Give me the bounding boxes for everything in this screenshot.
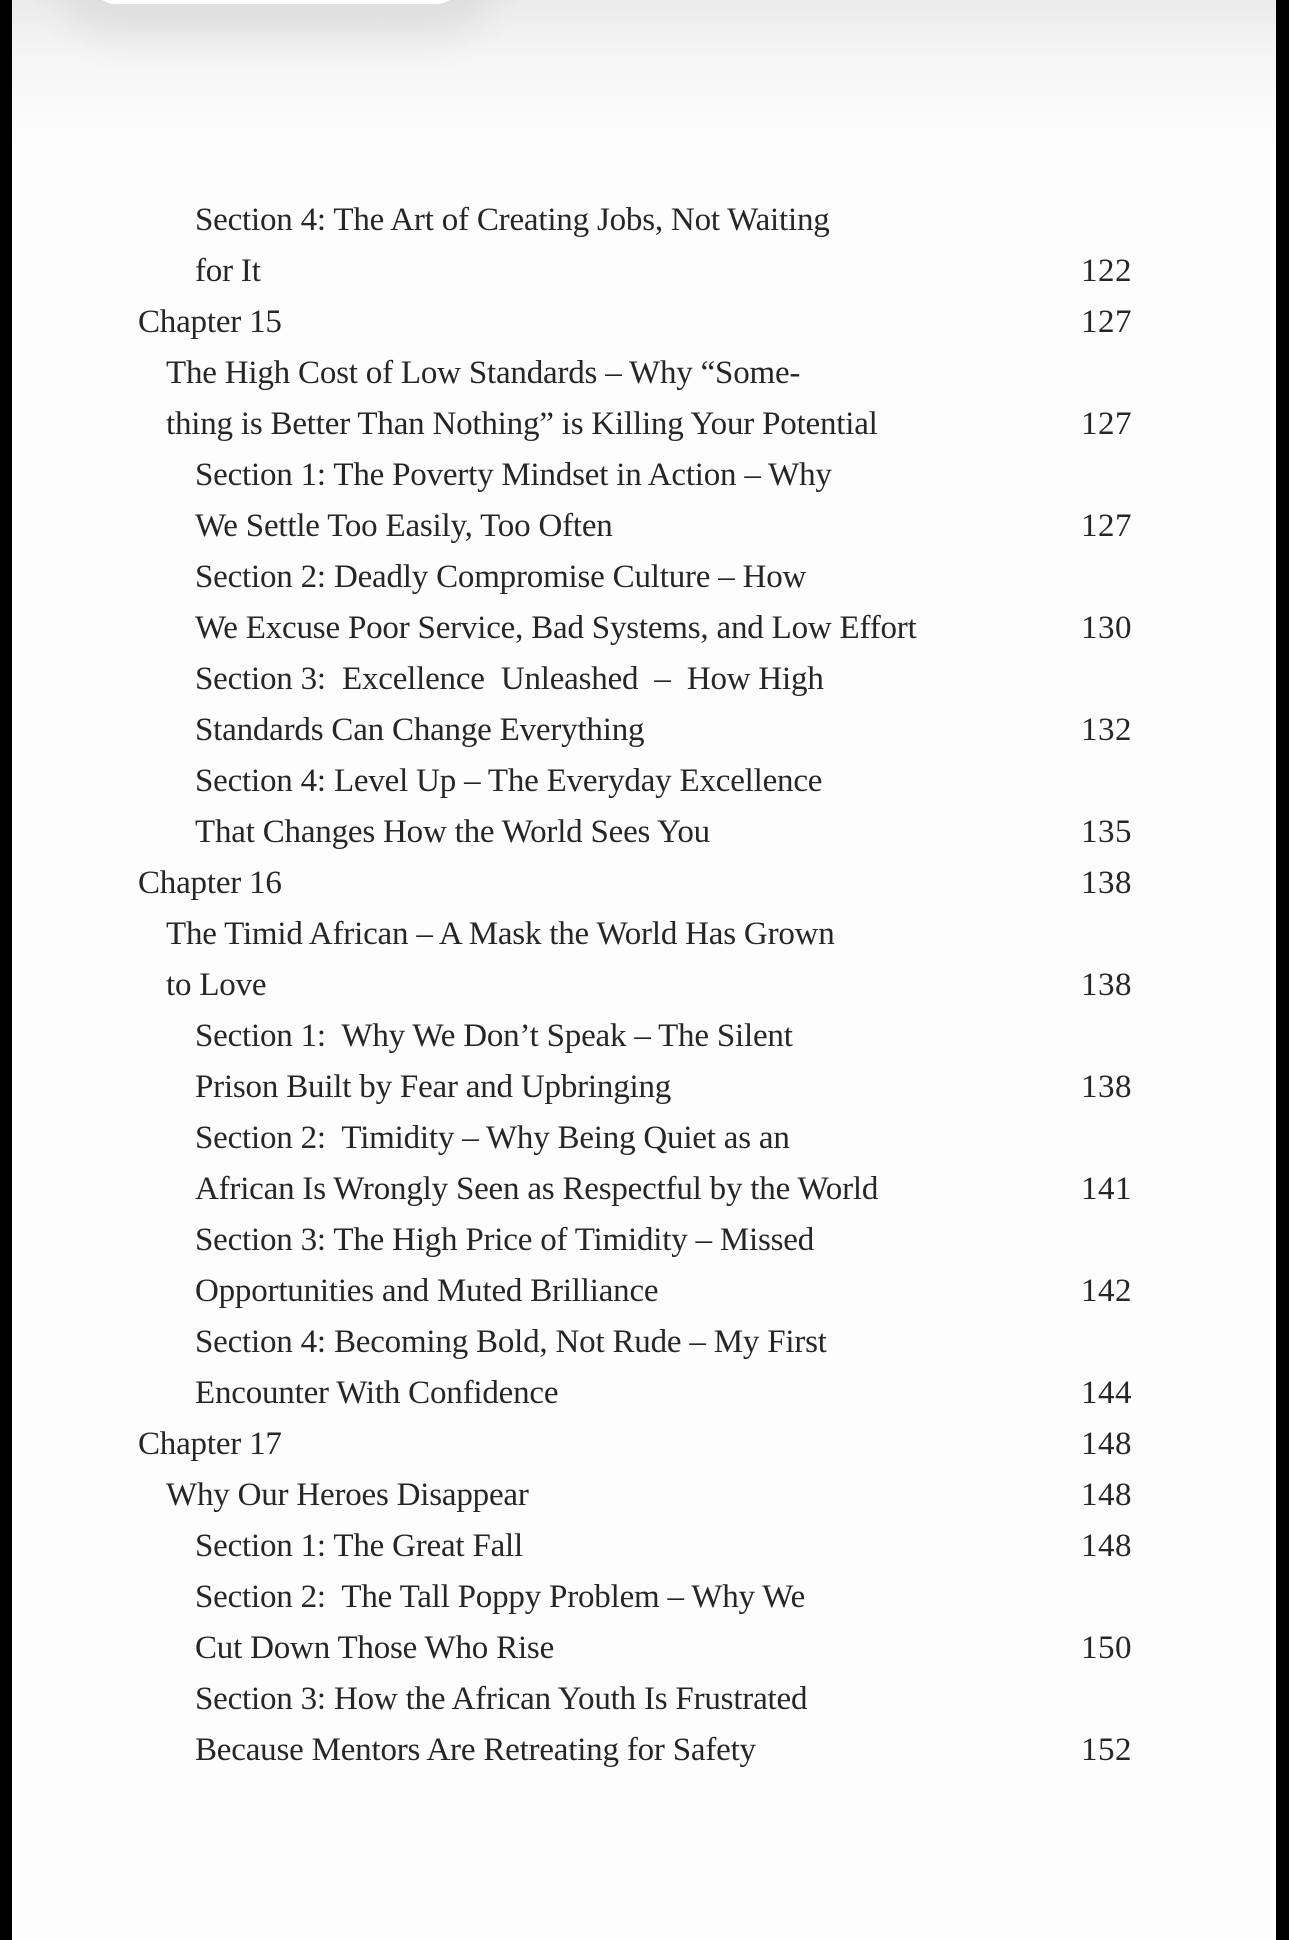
toc-entry-text: thing is Better Than Nothing” is Killing Your Potential xyxy=(166,406,878,442)
toc-entry-text: African Is Wrongly Seen as Respectful by the World xyxy=(195,1171,879,1207)
toc-entry-section[interactable] xyxy=(12,1317,1276,1419)
book-page xyxy=(12,0,1276,1940)
toc-entry-text: Opportunities and Muted Brilliance xyxy=(195,1273,659,1309)
toc-entry-text: Chapter 16 xyxy=(138,865,282,901)
toc-entry-section[interactable] xyxy=(12,1113,1276,1215)
toc-entry-text: We Settle Too Easily, Too Often xyxy=(195,508,613,544)
toc-page-number: 141 xyxy=(1081,1171,1132,1207)
toc-page-number: 152 xyxy=(1081,1732,1132,1768)
toc-page-number: 144 xyxy=(1081,1375,1132,1411)
toc-entry-text: Because Mentors Are Retreating for Safety xyxy=(195,1732,756,1768)
toc-entry-chapter-title[interactable] xyxy=(12,1470,1276,1521)
toc-entry-text: That Changes How the World Sees You xyxy=(195,814,710,850)
toc-entry-text: Section 2: Timidity – Why Being Quiet as an xyxy=(195,1120,790,1156)
toc-page-number: 148 xyxy=(1081,1528,1132,1564)
toc-entry-text: Section 4: The Art of Creating Jobs, Not Waiting xyxy=(195,202,830,238)
toc-entry-text: Section 1: Why We Don’t Speak – The Silent xyxy=(195,1018,793,1054)
toc-entry-section[interactable] xyxy=(12,756,1276,858)
top-shadow xyxy=(12,0,1276,150)
toc-entry-chapter-title[interactable] xyxy=(12,348,1276,450)
toc-entry-text: Section 3: How the African Youth Is Frustrated xyxy=(195,1681,808,1717)
toc-entry-section[interactable] xyxy=(12,1011,1276,1113)
toc-entry-text: for It xyxy=(195,253,261,289)
toc-page-number: 132 xyxy=(1081,712,1132,748)
toc-entry-section[interactable] xyxy=(12,1215,1276,1317)
toc-page-number: 138 xyxy=(1081,967,1132,1003)
toc-entry-text: We Excuse Poor Service, Bad Systems, and Low Effort xyxy=(195,610,917,646)
toc-entry-section[interactable] xyxy=(12,450,1276,552)
toc-page-number: 138 xyxy=(1081,865,1132,901)
toc-entry-text: Section 2: The Tall Poppy Problem – Why We xyxy=(195,1579,806,1615)
toc-entry-text: The Timid African – A Mask the World Has Grown xyxy=(166,916,835,952)
toc-entry-text: Section 4: Becoming Bold, Not Rude – My First xyxy=(195,1324,827,1360)
toc-entry-section[interactable] xyxy=(12,1572,1276,1674)
toc-entry-section[interactable] xyxy=(12,195,1276,297)
toc-page-number: 127 xyxy=(1081,508,1132,544)
toc-entry-section[interactable] xyxy=(12,654,1276,756)
toc-page-number: 122 xyxy=(1081,253,1132,289)
screen-edge-left xyxy=(0,0,12,1940)
toc-entry-text: The High Cost of Low Standards – Why “Some- xyxy=(166,355,801,391)
toc-entry-text: Section 3: Excellence Unleashed – How High xyxy=(195,661,824,697)
toc-entry-text: to Love xyxy=(166,967,267,1003)
toc-entry-text: Section 3: The High Price of Timidity – Missed xyxy=(195,1222,815,1258)
toc-entry-section[interactable] xyxy=(12,1674,1276,1776)
toc-entry-text: Chapter 17 xyxy=(138,1426,282,1462)
toc-entry-chapter[interactable] xyxy=(12,858,1276,909)
toc-entry-text: Section 4: Level Up – The Everyday Excellence xyxy=(195,763,823,799)
screen-edge-right xyxy=(1276,0,1289,1940)
toc-page-number: 142 xyxy=(1081,1273,1132,1309)
toc-entry-section[interactable] xyxy=(12,552,1276,654)
toc-entry-text: Section 1: The Poverty Mindset in Action – Why xyxy=(195,457,832,493)
toc-entry-chapter-title[interactable] xyxy=(12,909,1276,1011)
toc-entry-section[interactable] xyxy=(12,1521,1276,1572)
toc-entry-text: Prison Built by Fear and Upbringing xyxy=(195,1069,672,1105)
toc-entry-text: Standards Can Change Everything xyxy=(195,712,645,748)
toc-page-number: 130 xyxy=(1081,610,1132,646)
toc-entry-chapter[interactable] xyxy=(12,1419,1276,1470)
toc-page-number: 148 xyxy=(1081,1477,1132,1513)
toc-entry-text: Cut Down Those Who Rise xyxy=(195,1630,555,1666)
overlay-card-edge xyxy=(90,0,462,4)
toc-page-number: 150 xyxy=(1081,1630,1132,1666)
toc-entry-text: Section 1: The Great Fall xyxy=(195,1528,523,1564)
toc-page-number: 135 xyxy=(1081,814,1132,850)
toc-page-number: 127 xyxy=(1081,406,1132,442)
table-of-contents xyxy=(12,195,1276,1776)
toc-entry-text: Why Our Heroes Disappear xyxy=(166,1477,529,1513)
toc-entry-text: Encounter With Confidence xyxy=(195,1375,559,1411)
toc-page-number: 138 xyxy=(1081,1069,1132,1105)
toc-page-number: 148 xyxy=(1081,1426,1132,1462)
toc-entry-chapter[interactable] xyxy=(12,297,1276,348)
toc-page-number: 127 xyxy=(1081,304,1132,340)
toc-entry-text: Chapter 15 xyxy=(138,304,282,340)
toc-entry-text: Section 2: Deadly Compromise Culture – How xyxy=(195,559,807,595)
